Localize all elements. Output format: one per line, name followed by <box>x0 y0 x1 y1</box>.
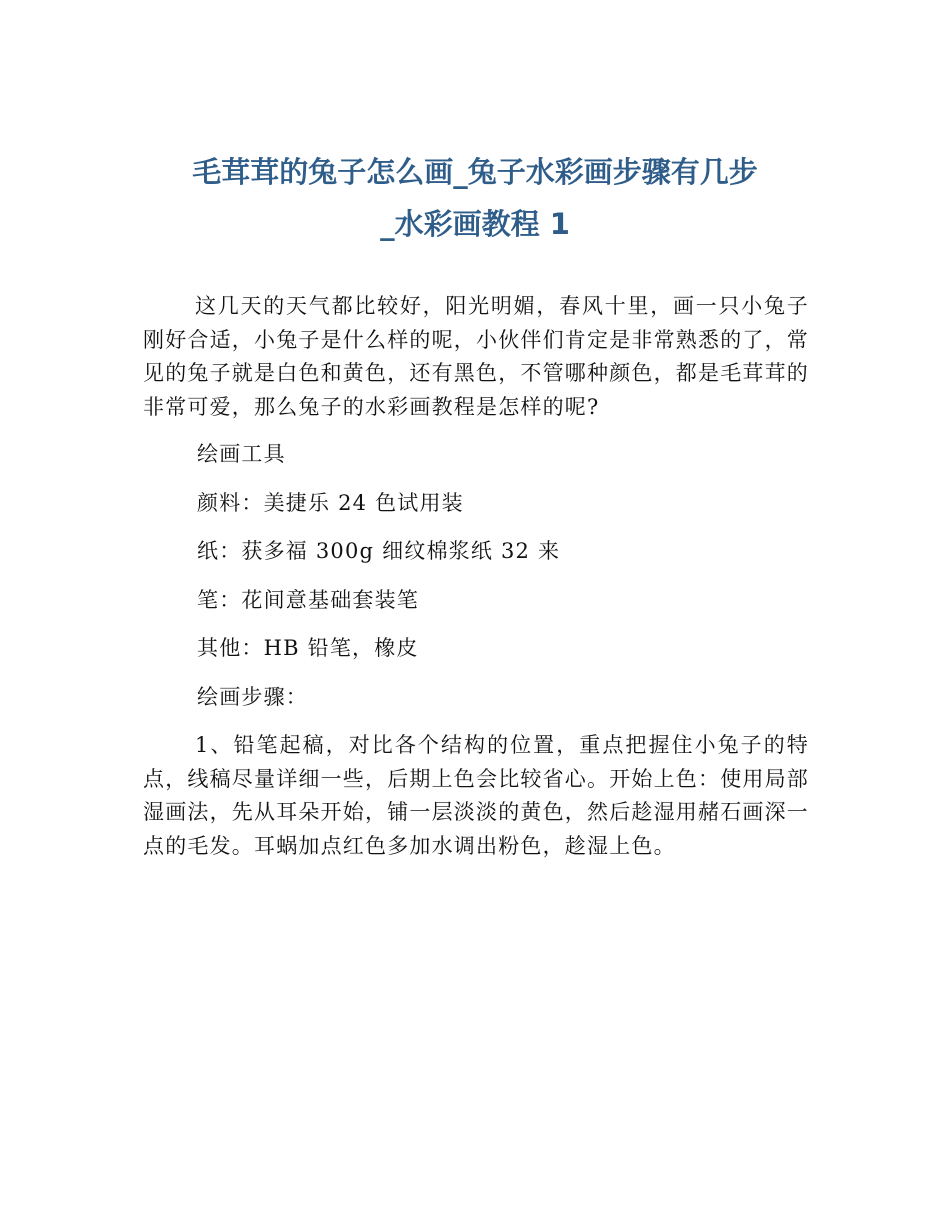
brush-line: 笔：花间意基础套装笔 <box>197 587 419 612</box>
steps-heading: 绘画步骤： <box>197 684 308 709</box>
intro-paragraph: 这几天的天气都比较好，阳光明媚，春风十里，画一只小兔子刚好合适，小兔子是什么样的呢，小伙伴们肯定是非常熟悉的了，常见的兔子就是白色和黄色，还有黑色，不管哪种颜色，都是毛茸茸的非常可爱，那么兔子的水彩画教程是怎样的呢? <box>143 294 809 419</box>
paint-line: 颜料：美捷乐 24 色试用装 <box>197 490 464 515</box>
document-title <box>143 146 807 250</box>
tools-heading: 绘画工具 <box>197 442 286 466</box>
other-line: 其他：HB 铅笔，橡皮 <box>197 636 419 660</box>
paper-line: 纸：获多福 300g 细纹棉浆纸 32 来 <box>197 539 561 563</box>
step-1-paragraph: 1、铅笔起稿，对比各个结构的位置，重点把握住小兔子的特点，线稿尽量详细一些，后期上色会比较省心。开始上色：使用局部湿画法，先从耳朵开始，铺一层淡淡的黄色，然后趁湿用赭石画深一点的毛发。耳蜗加点红色多加水调出粉色，趁湿上色。 <box>143 733 809 858</box>
title-line-1: 毛茸茸的兔子怎么画_兔子水彩画步骤有几步 <box>192 155 758 189</box>
title-line-2: _水彩画教程 1 <box>380 207 570 241</box>
document-body <box>143 290 809 877</box>
